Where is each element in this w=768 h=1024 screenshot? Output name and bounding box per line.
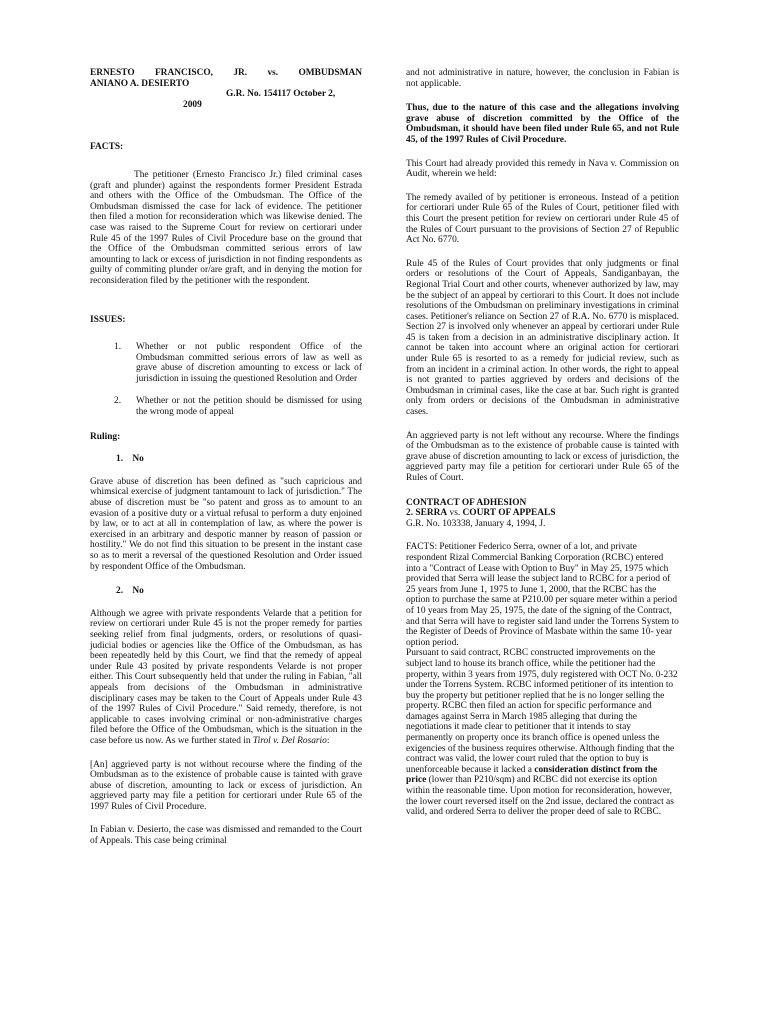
case2-facts-text: Pursuant to said contract, RCBC constructed improvements on the subject land to house its branch office, while the petitioner had the property, within 3 years from 1975, duly registered with OCT No. 0-232 under the Torrens System. RCBC informed petitioner of its intention to buy the property but petitioner replied that he is no longer selling the property. RCBC then filed an action for specific performance and damages against Serra in March 1985 alleging that during the negotiations it made clear to petitioner that it intends to stay permanently on property once its branch office is opened unless the exigencies of the business requires otherwise. Although finding that the contract was valid, the lower court ruled that the option to buy is unenforceable because it lacked a bbox=[406, 648, 678, 775]
case-citation: Tirol v. Del Rosario bbox=[252, 735, 327, 746]
ruling-heading: Ruling: bbox=[90, 431, 121, 442]
issue-number: 2. bbox=[114, 396, 122, 407]
case2-facts-a: FACTS: Petitioner Federico Serra, owner of a lot, and private respondent Rizal Commercial Banking Corporation (RCBC) entered into a "Contract of Lease with Option to Buy" in May 25, 1975 which provided that Serra will lease the subject land to RCBC for a period of 25 years from June 1, 1975 to June 1, 2000, that the RCBC has the option to purchase the same at P210.00 per square meter within a period of 10 years from May 25, 1975, the date of the signing of the Contract, and that Serra will have to register said land under the Torrens System to the Register of Deeds of Province of Masbate within the same 10- year option period. bbox=[406, 542, 679, 648]
case2-vs: vs. bbox=[447, 508, 463, 519]
ruling-2-colon: : bbox=[326, 735, 330, 746]
issue-text: Whether or not public respondent Office of the Ombudsman committed serious errors of law as well as grave abuse of discretion amounting to excess or lack of jurisdiction in issuing the questioned Resolution and Order bbox=[136, 342, 362, 384]
case2-number: 2. SERRA bbox=[406, 508, 448, 519]
rule45-paragraph: Rule 45 of the Rules of Court provides that only judgments or final orders or resolutions of the Court of Appeals, Sandiganbayan, the Regional Trial Court and other courts, whenever authorized by law, may be the subject of an appeal by certiorari to this Court. It does not include resolutions of the Ombudsman on preliminary investigations in criminal cases. Petitioner's reliance on Section 27 of R.A. No. 6770 is misplaced. Section 27 is involved only whenever an appeal by certiorari under Rule 45 is taken from a decision in an administrative disciplinary action. It cannot be taken into account where an original action for certiorari under Rule 65 is resorted to as a remedy for judicial review, such as from an incident in a criminal action. In other words, the right to appeal is not granted to parties aggrieved by orders and decisions of the Ombudsman in criminal cases, like the case at bar. Such right is granted only from orders or decisions of the Ombudsman in administrative cases. bbox=[406, 258, 679, 418]
facts-body: The petitioner (Ernesto Francisco Jr.) filed criminal cases (graft and plunder) against the respondents former President Estrada and others with the Office of the Ombudsman. The Office of the Ombudsman dismissed the case for lack of evidence. The petitioner then filed a motion for reconsideration which was likewise denied. The case was raised to the Supreme Court for review on certiorari under Rule 45 of the 1997 Rules of Civil Procedure base on the ground that the Office of the Ombudsman committed serious errors of law amounting to lack or excess of jurisdiction in not finding respondents as guilty of commiting plunder or/are graft, and in denying the motion for reconsideration filed by the petitioner with the respondent. bbox=[90, 169, 362, 286]
continuation-paragraph: and not administrative in nature, however, the conclusion in Fabian is not applicable. bbox=[406, 68, 679, 89]
ruling-2-text: Although we agree with private respondents Velarde that a petition for review on certiorari under Rule 45 is not the proper remedy for parties seeking relief from final judgments, orders, or resolutions of quasi-judicial bodies or agencies like the Office of the Ombudsman, as has been repeatedly held by this Court, we find that the remedy of appeal under Rule 43 posited by private respondents Velarde is not proper either. This Court subsequently held that under the ruling in Fabian, "all appeals from decisions of the Ombudsman in administrative disciplinary cases may be taken to the Court of Appeals under Rule 43 of the 1997 Rules of Civil Procedure." Said remedy, therefore, is not applicable to cases involving criminal or non-administrative charges filed before the Office of the Ombudsman, which is the situation in the case before us now. As we further stated in bbox=[90, 608, 362, 746]
ruling-answer-1: 1. No bbox=[116, 454, 144, 465]
conclusion-paragraph: Thus, due to the nature of this case and the allegations involving grave abuse of discretion committed by the Office of the Ombudsman, it should have been filed under Rule 65, and not Rule 45, of the 1997 Rules of Civil Procedure. bbox=[406, 103, 679, 145]
issue-item bbox=[90, 342, 362, 384]
issue-item bbox=[90, 396, 362, 417]
right-column bbox=[406, 68, 679, 818]
quoted-passage: [An] aggrieved party is not without recourse where the finding of the Ombudsman as to the existence of probable cause is tainted with grave abuse of discretion, amounting to lack or excess of jurisdiction. An aggrieved party may file a petition for certiorari under Rule 65 of the 1997 Rules of Civil Procedure. bbox=[90, 759, 362, 812]
nava-paragraph: This Court had already provided this remedy in Nava v. Commission on Audit, wherein we held: bbox=[406, 158, 679, 180]
aggrieved-paragraph: An aggrieved party is not left without any recourse. Where the findings of the Ombudsman as to the existence of probable cause is tainted with grave abuse of discretion amounting to lack or excess of jurisdiction, the aggrieved party may file a petition for certiorari under Rule 65 of the Rules of Court. bbox=[406, 430, 679, 483]
case2-gr: G.R. No. 103338, January 4, 1994, J. bbox=[406, 518, 546, 529]
facts-heading: FACTS: bbox=[90, 142, 124, 153]
ruling-2-body bbox=[90, 609, 362, 747]
case-year: 2009 bbox=[183, 99, 202, 110]
ruling-answer-2: 2. No bbox=[116, 586, 144, 597]
issue-text: Whether or not the petition should be dismissed for using the wrong mode of appeal bbox=[136, 396, 362, 418]
case-gr-number: G.R. No. 154117 October 2, bbox=[226, 89, 336, 100]
case2-court: COURT OF APPEALS bbox=[462, 508, 556, 519]
case2-facts-end: (lower than P210/sqm) and RCBC did not exercise its option within the reasonable time. Upon motion for reconsideration, however, the lower court reversed itself on the 2nd issue, declared the contract as valid, and ordered Serra to deliver the proper deed of sale to RCBC. bbox=[406, 775, 674, 818]
contract-heading: CONTRACT OF ADHESION bbox=[406, 497, 527, 508]
issue-number: 1. bbox=[114, 342, 122, 353]
left-column bbox=[90, 68, 362, 847]
case-title-line1: ERNESTO FRANCISCO, JR. vs. OMBUDSMAN bbox=[90, 68, 362, 78]
case-title-line2: ANIANO A. DESIERTO bbox=[90, 78, 190, 89]
case2-emphasis: consideration distinct from the price bbox=[406, 764, 658, 786]
case2-facts-b bbox=[406, 648, 679, 818]
fabian-paragraph: In Fabian v. Desierto, the case was dismissed and remanded to the Court of Appeals. This case being criminal bbox=[90, 825, 362, 847]
case2-title bbox=[406, 508, 679, 519]
ruling-1-body: Grave abuse of discretion has been defined as "such capricious and whimsical exercise of judgment tantamount to lack of jurisdiction." The abuse of discretion must be "so patent and gross as to amount to an evasion of a positive duty or a virtual refusal to perform a duty enjoined by law, or to act at all in contemplation of law, as where the power is exercised in an arbitrary and despotic manner by reason of passion or hostility." We do not find this situation to be present in the instant case so as to merit a reversal of the questioned Resolution and Order issued by respondent Office of the Ombudsman. bbox=[90, 476, 362, 572]
issues-heading: ISSUES: bbox=[90, 314, 126, 325]
remedy-paragraph: The remedy availed of by petitioner is erroneous. Instead of a petition for certiorari under Rule 65 of the Rules of Court, petitioner filed with this Court the present petition for review on certiorari under Rule 45 of the Rules of Court pursuant to the provisions of Section 27 of Republic Act No. 6770. bbox=[406, 192, 679, 246]
